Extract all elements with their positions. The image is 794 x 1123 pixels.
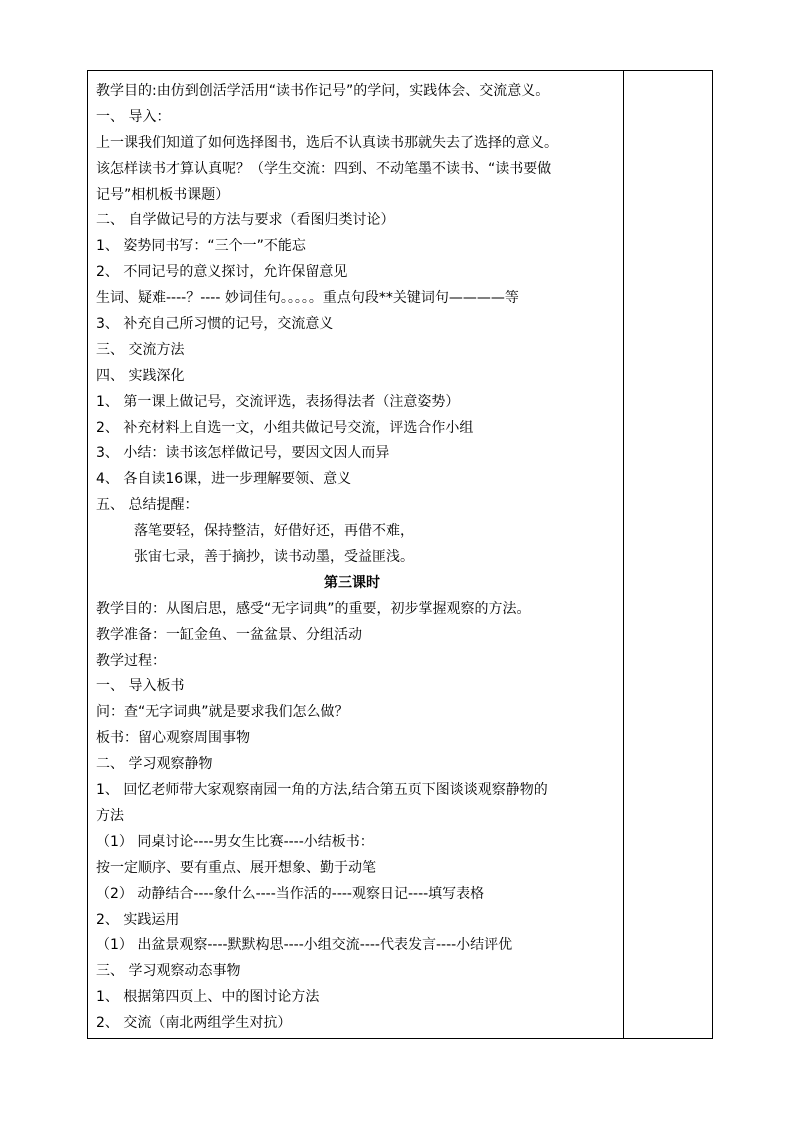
text-line: 二、 自学做记号的方法与要求（看图归类讨论） <box>96 212 395 229</box>
notes-column-divider <box>623 71 624 1038</box>
text-line: 二、 学习观察静物 <box>96 756 213 773</box>
text-line: 三、 交流方法 <box>96 341 185 358</box>
text-line: 2、 补充材料上自选一文，小组共做记号交流，评选合作小组 <box>96 419 474 436</box>
text-line: 按一定顺序、要有重点、展开想象、勤于动笔 <box>96 859 376 876</box>
text-line: 一、 导入： <box>96 108 171 125</box>
text-line: 问：查“无字词典”就是要求我们怎么做？ <box>96 704 349 721</box>
text-line: 生词、疑难----？---- 妙词佳句。。。。。重点句段**关键词句————等 <box>96 290 519 307</box>
text-line: 3、 小结：读书该怎样做记号，要因文因人而异 <box>96 445 390 462</box>
text-line: 教学过程： <box>96 652 166 669</box>
text-line: （1） 出盆景观察----默默构思----小组交流----代表发言----小结评优 <box>96 937 513 954</box>
section-heading: 第三课时 <box>324 574 380 591</box>
text-line: 落笔要轻，保持整洁，好借好还，再借不难， <box>134 523 414 540</box>
text-line: 2、 不同记号的意义探讨，允许保留意见 <box>96 264 348 281</box>
text-line: 1、 第一课上做记号，交流评选，表扬得法者（注意姿势） <box>96 393 460 410</box>
text-line: 方法 <box>96 807 124 824</box>
lesson-plan-table <box>87 70 713 1039</box>
text-line: 3、 补充自己所习惯的记号，交流意义 <box>96 316 334 333</box>
text-line: 一、 导入板书 <box>96 678 185 695</box>
text-line: （2） 动静结合----象什么----当作活的----观察日记----填写表格 <box>96 885 485 902</box>
lesson-content-cell <box>96 79 618 1037</box>
text-line: 板书：留心观察周围事物 <box>96 730 250 747</box>
text-line: 1、 姿势同书写：“三个一”不能忘 <box>96 238 306 255</box>
text-line: 2、 实践运用 <box>96 911 180 928</box>
text-line: 1、 根据第四页上、中的图讨论方法 <box>96 989 320 1006</box>
text-line: 教学准备：一缸金鱼、一盆盆景、分组活动 <box>96 626 362 643</box>
text-line: 该怎样读书才算认真呢？（学生交流：四到、不动笔墨不读书、“读书要做 <box>96 160 552 177</box>
text-line: 教学目的：从图启思，感受“无字词典”的重要，初步掌握观察的方法。 <box>96 600 531 617</box>
text-line: 三、 学习观察动态事物 <box>96 963 241 980</box>
text-line: 2、 交流（南北两组学生对抗） <box>96 1015 292 1032</box>
text-line: 五、 总结提醒： <box>96 497 199 514</box>
text-line: 张宙七录，善于摘抄，读书动墨，受益匪浅。 <box>134 549 414 566</box>
text-line: 1、 回忆老师带大家观察南园一角的方法,结合第五页下图谈谈观察静物的 <box>96 782 548 799</box>
text-line: 记号”相机板书课题） <box>96 186 230 203</box>
text-line: 教学目的:由仿到创活学活用“读书作记号”的学问，实践体会、交流意义。 <box>96 83 550 99</box>
text-line: 4、 各自读16课，进一步理解要领、意义 <box>96 471 352 488</box>
text-line: 上一课我们知道了如何选择图书，选后不认真读书那就失去了选择的意义。 <box>96 134 558 151</box>
text-line: （1） 同桌讨论----男女生比赛----小结板书： <box>96 833 374 850</box>
text-line: 四、 实践深化 <box>96 367 185 384</box>
